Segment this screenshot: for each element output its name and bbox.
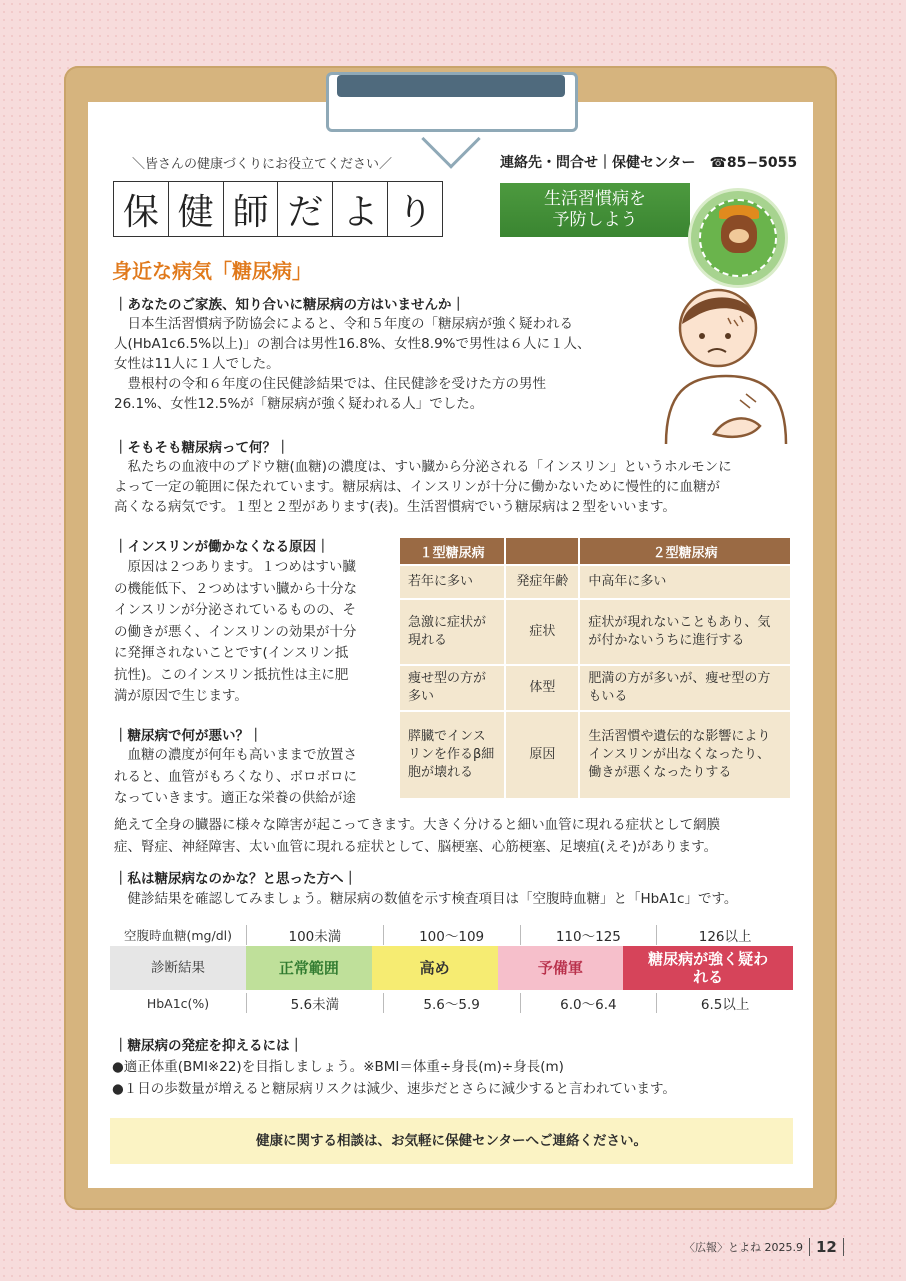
section-body-2 — [114, 457, 804, 517]
cell-item: 原因 — [505, 711, 579, 799]
table-row — [399, 599, 791, 665]
glucose-value: 100未満 — [246, 925, 383, 945]
diagnosis-normal: 正常範囲 — [246, 946, 372, 990]
hba1c-row — [110, 990, 793, 1016]
theme-line-2: 予防しよう — [552, 210, 638, 230]
mascot-badge-icon — [688, 188, 788, 288]
diagnosis-label: 診断結果 — [110, 946, 246, 990]
title-char: 健 — [168, 182, 223, 236]
hba1c-value: 5.6未満 — [246, 993, 383, 1013]
table-header-type1: １型糖尿病 — [399, 537, 505, 565]
text-line: 血糖の濃度が何年も高いままで放置さ — [114, 747, 357, 763]
diabetes-type-table — [398, 536, 792, 800]
cell-type2: 生活習慣や遺伝的な影響によりインスリンが出なくなったり、働きが悪くなったりする — [579, 711, 791, 799]
contact-info: 連絡先・問合せ｜保健センター ☎85−5055 — [500, 155, 798, 171]
text-line: 日本生活習慣病予防協会によると、令和５年度の「糖尿病が強く疑われる — [114, 316, 573, 332]
cell-type1: 膵臓でインスリンを作るβ細胞が壊れる — [399, 711, 505, 799]
text-line: 26.1%、女性12.5%が「糖尿病が強く疑われる人」でした。 — [114, 396, 484, 412]
consultation-note: 健康に関する相談は、お気軽に保健センターへご連絡ください。 — [110, 1118, 793, 1164]
text-line: 高くなる病気です。１型と２型があります(表)。生活習慣病でいう糖尿病は２型をいいます。 — [114, 499, 676, 515]
title-char: だ — [277, 182, 332, 236]
bullet-item: ●１日の歩数量が増えると糖尿病リスクは減少、速歩だとさらに減少すると言われています。 — [112, 1081, 676, 1097]
section-body-4-wide — [114, 814, 804, 858]
title-char: 師 — [223, 182, 278, 236]
title-char: 保 — [113, 182, 168, 236]
table-row — [399, 711, 791, 799]
text-line: よって一定の範囲に保たれています。糖尿病は、インスリンが十分に働かないために慢性的に血糖が — [114, 479, 721, 495]
diagnosis-scale — [110, 924, 793, 1016]
table-row — [399, 565, 791, 599]
text-line: なっていきます。適正な栄養の供給が途 — [114, 790, 356, 806]
publication-name: 〈広報〉とよね 2025.9 — [684, 1241, 803, 1254]
text-line: に発揮されないことです(インスリン抵 — [114, 645, 349, 661]
table-header-item — [505, 537, 579, 565]
section-title-3: ｜インスリンが働かなくなる原因｜ — [114, 539, 330, 555]
diagnosis-diabetes: 糖尿病が強く疑われる — [623, 946, 793, 990]
hba1c-label: HbA1c(%) — [146, 995, 210, 1011]
title-char: よ — [332, 182, 387, 236]
bullet-item: ●適正体重(BMI※22)を目指しましょう。※BMI＝体重÷身長(m)÷身長(m) — [112, 1059, 564, 1075]
text-line: の働きが悪く、インスリンの効果が十分 — [114, 623, 357, 640]
title-char: り — [387, 182, 443, 236]
section-body-6 — [112, 1056, 802, 1100]
page-footer — [684, 1238, 844, 1256]
diagnosis-high: 高め — [372, 946, 498, 990]
text-line: 症、腎症、神経障害、太い血管に現れる症状として、脳梗塞、心筋梗塞、足壊疽(えそ)があります。 — [114, 839, 718, 855]
text-line: 豊根村の令和６年度の住民健診結果では、住民健診を受けた方の男性 — [114, 376, 546, 392]
diagnosis-row — [110, 946, 793, 990]
cell-type2: 中高年に多い — [579, 565, 791, 599]
text-line: 満が原因で生じます。 — [114, 688, 248, 704]
glucose-row — [110, 924, 793, 946]
section-body-1 — [114, 314, 654, 414]
section-title-2: ｜そもそも糖尿病って何？｜ — [114, 440, 290, 456]
page-number: 12 — [809, 1238, 844, 1256]
glucose-value: 126以上 — [656, 925, 793, 945]
section-title-4: ｜糖尿病で何が悪い？｜ — [114, 728, 263, 744]
table-header-type2: ２型糖尿病 — [579, 537, 791, 565]
glucose-value: 110〜125 — [520, 925, 657, 945]
hba1c-value: 6.5以上 — [656, 993, 793, 1013]
text-line: 原因は２つあります。１つめはすい臓 — [114, 559, 356, 575]
section-body-4-narrow — [114, 745, 394, 810]
text-line: 絶えて全身の臓器に様々な障害が起こってきます。大きく分けると細い血管に現れる症状として網膜 — [114, 817, 721, 833]
diagnosis-prediabetes: 予備軍 — [498, 946, 624, 990]
cell-type1: 若年に多い — [399, 565, 505, 599]
text-line: 人(HbA1c6.5%以上)」の割合は男性16.8%、女性8.9%で男性は６人に１人、 — [114, 336, 591, 352]
cell-type1: 急激に症状が現れる — [399, 599, 505, 665]
kicker-text: ＼皆さんの健康づくりにお役立てください／ — [132, 157, 393, 172]
table-row — [399, 665, 791, 711]
cell-type2: 肥満の方が多いが、痩せ型の方もいる — [579, 665, 791, 711]
glucose-label: 空腹時血糖(mg/dl) — [124, 928, 232, 943]
cell-item: 発症年齢 — [505, 565, 579, 599]
text-line: 私たちの血液中のブドウ糖(血糖)の濃度は、すい臓から分泌される「インスリン」というホルモンに — [114, 459, 732, 475]
text-line: れると、血管がもろくなり、ボロボロに — [114, 768, 357, 785]
text-line: 抗性)。このインスリン抵抗性は主に肥 — [114, 666, 349, 683]
theme-line-1: 生活習慣病を — [544, 189, 646, 209]
section-body-5: 健診結果を確認してみましょう。糖尿病の数値を示す検査項目は「空腹時血糖」と「HbA1c」です。 — [114, 891, 738, 907]
glucose-value: 100〜109 — [383, 925, 520, 945]
cell-item: 症状 — [505, 599, 579, 665]
text-line: の機能低下、２つめはすい臓から十分な — [114, 580, 357, 597]
cell-type1: 痩せ型の方が多い — [399, 665, 505, 711]
section-title-1: ｜あなたのご家族、知り合いに糖尿病の方はいませんか｜ — [114, 297, 465, 313]
theme-banner — [500, 183, 690, 237]
hba1c-value: 6.0〜6.4 — [520, 993, 657, 1013]
cell-type2: 症状が現れないこともあり、気が付かないうちに進行する — [579, 599, 791, 665]
clip-bar — [337, 75, 565, 97]
cell-item: 体型 — [505, 665, 579, 711]
page-title — [113, 181, 443, 237]
text-line: インスリンが分泌されているものの、そ — [114, 602, 357, 618]
section-body-3 — [114, 557, 394, 708]
text-line: 女性は11人に１人でした。 — [114, 356, 280, 372]
mascot-face — [729, 229, 749, 243]
section-title-6: ｜糖尿病の発症を抑えるには｜ — [114, 1038, 303, 1054]
worried-person-illustration — [656, 284, 796, 444]
article-heading: 身近な病気「糖尿病」 — [112, 259, 312, 283]
hba1c-value: 5.6〜5.9 — [383, 993, 520, 1013]
section-title-5: ｜私は糖尿病なのかな？と思った方へ｜ — [114, 871, 357, 887]
